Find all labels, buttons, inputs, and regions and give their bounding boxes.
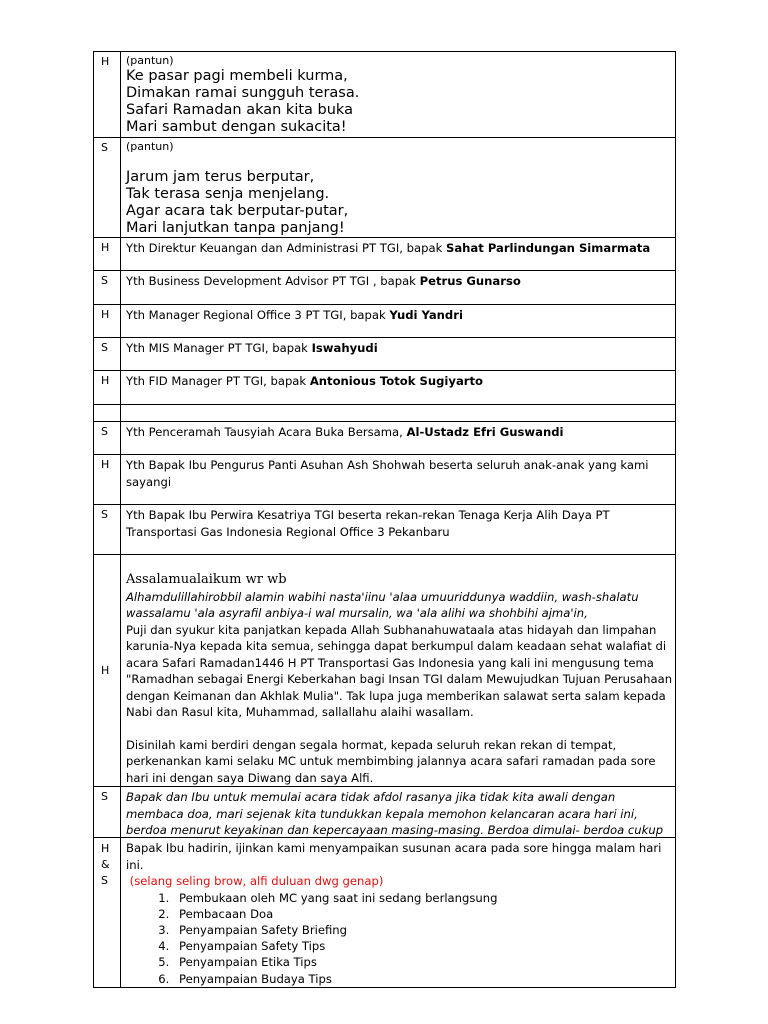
- speaker-cell: H: [94, 371, 121, 405]
- table-row: [94, 305, 676, 338]
- table-row: [94, 555, 676, 787]
- content-cell: Yth Bapak Ibu Pengurus Panti Asuhan Ash Shohwah beserta seluruh anak-anak yang kami sayangi: [121, 455, 676, 505]
- guest-name: Iswahyudi: [311, 341, 378, 355]
- content-cell: [121, 338, 676, 371]
- table-row: [94, 787, 676, 838]
- table-row: [94, 138, 676, 238]
- content-cell: [121, 787, 676, 838]
- table-row: [94, 238, 676, 271]
- guest-name: Al-Ustadz Efri Guswandi: [406, 425, 564, 439]
- table-row: [94, 455, 676, 505]
- list-item: 1. Pembukaan oleh MC yang saat ini sedang berlangsung: [173, 890, 675, 906]
- content-cell: [121, 238, 676, 271]
- agenda-intro: Bapak Ibu hadirin, ijinkan kami menyampaikan susunan acara pada sore hingga malam hari ini.: [126, 841, 662, 872]
- content-cell: [121, 422, 676, 455]
- guest-name: Antonious Totok Sugiyarto: [309, 374, 483, 388]
- speaker-cell: S: [94, 271, 121, 305]
- greeting-prefix: Yth Business Development Advisor PT TGI , bapak: [126, 274, 420, 288]
- table-row: [94, 371, 676, 405]
- content-cell: Yth Bapak Ibu Perwira Kesatriya TGI beserta rekan-rekan Tenaga Kerja Alih Daya PT Transportasi Gas Indonesia Regional Office 3 Pekanbaru: [121, 505, 676, 555]
- table-row: [94, 838, 676, 988]
- guest-name: Petrus Gunarso: [419, 274, 521, 288]
- greeting-prefix: Yth MIS Manager PT TGI, bapak: [126, 341, 312, 355]
- content-cell: [121, 405, 676, 422]
- verse-line: Ke pasar pagi membeli kurma,: [126, 68, 348, 84]
- speaker-label: H: [101, 842, 110, 855]
- table-row: [94, 338, 676, 371]
- speaker-cell: H: [94, 305, 121, 338]
- content-cell: [121, 138, 676, 238]
- verse-line: Jarum jam terus berputar,: [126, 169, 315, 185]
- table-row: [94, 52, 676, 138]
- content-cell: [121, 838, 676, 988]
- speaker-cell: S: [94, 422, 121, 455]
- list-item: 5. Penyampaian Etika Tips: [173, 954, 675, 970]
- greeting-prefix: Yth Penceramah Tausyiah Acara Buka Bersama,: [126, 425, 407, 439]
- opening-greeting: Assalamualaikum wr wb: [126, 572, 287, 587]
- verse-line: Safari Ramadan akan kita buka: [126, 102, 353, 118]
- table-row-empty: [94, 405, 676, 422]
- speaker-label: S: [101, 874, 108, 887]
- content-cell: [121, 305, 676, 338]
- speaker-cell: S: [94, 787, 121, 838]
- speaker-cell: S: [94, 338, 121, 371]
- speaker-label: &: [101, 858, 110, 871]
- pantun-tag: (pantun): [126, 140, 174, 153]
- guest-name: Sahat Parlindungan Simarmata: [445, 241, 651, 255]
- content-cell: [121, 52, 676, 138]
- table-row: [94, 422, 676, 455]
- guest-name: Yudi Yandri: [389, 308, 463, 322]
- agenda-list: [126, 890, 675, 987]
- speaker-cell: S: [94, 138, 121, 238]
- speaker-cell: S: [94, 505, 121, 555]
- list-item: 2. Pembacaan Doa: [173, 906, 675, 922]
- prayer-text: Bapak dan Ibu untuk memulai acara tidak afdol rasanya jika tidak kita awali dengan membaca doa, mari sejenak kita tundukkan kepala memohon kelancaran acara hari ini, berdoa menurut keyakinan dan kepercayaan masing-masing. Berdoa dimulai- berdoa cukup: [126, 790, 664, 837]
- table-row: [94, 505, 676, 555]
- verse-line: Dimakan ramai sungguh terasa.: [126, 85, 360, 101]
- speaker-cell: H: [94, 238, 121, 271]
- opening-paragraph: Puji dan syukur kita panjatkan kepada Allah Subhanahuwataala atas hidayah dan limpahan karunia-Nya kepada kita semua, sehingga dapat berkumpul dalam keadaan sehat walafiat di acara Safari Ramadan1446 H PT Transportasi Gas Indonesia yang kali ini mengusung tema "Ramadhan sebagai Energi Keberkahan bagi Insan TGI dalam Mewujudkan Tujuan Perusahaan dengan Keimanan dan Akhlak Mulia". Tak lupa juga memberikan salawat serta salam kepada Nabi dan Rasul kita, Muhammad, sallallahu alaihi wasallam.: [126, 622, 673, 719]
- verse-line: Agar acara tak berputar-putar,: [126, 203, 349, 219]
- opening-paragraph: Disinilah kami berdiri dengan segala hormat, kepada seluruh rekan rekan di tempat, perkenankan kami selaku MC untuk membimbing jalannya acara safari ramadan pada sore hari ini dengan saya Diwang dan saya Alfi.: [126, 737, 656, 785]
- greeting-prefix: Yth FID Manager PT TGI, bapak: [126, 374, 310, 388]
- greeting-prefix: Yth Direktur Keuangan dan Administrasi PT TGI, bapak: [126, 241, 446, 255]
- opening-prayer: Alhamdulillahirobbil alamin wabihi nasta'iinu 'alaa umuuriddunya waddiin, wash-shalatu wassalamu 'ala asyrafil anbiya-i wal mursalin, wa 'ala alihi wa shohbihi ajma'in,: [126, 589, 639, 620]
- table-row: [94, 271, 676, 305]
- speaker-label: H: [101, 664, 110, 677]
- list-item: 6. Penyampaian Budaya Tips: [173, 971, 675, 987]
- speaker-cell: H: [94, 52, 121, 138]
- list-item: 3. Penyampaian Safety Briefing: [173, 922, 675, 938]
- speaker-cell: [94, 838, 121, 988]
- verse-line: Mari sambut dengan sukacita!: [126, 119, 347, 135]
- agenda-note: (selang seling brow, alfi duluan dwg genap): [126, 874, 384, 888]
- speaker-cell: H: [94, 455, 121, 505]
- content-cell: [121, 271, 676, 305]
- greeting-prefix: Yth Manager Regional Office 3 PT TGI, bapak: [126, 308, 390, 322]
- pantun-tag: (pantun): [126, 54, 174, 67]
- content-cell: [121, 371, 676, 405]
- verse-line: Mari lanjutkan tanpa panjang!: [126, 220, 345, 236]
- verse-line: Tak terasa senja menjelang.: [126, 186, 330, 202]
- speaker-cell: [94, 555, 121, 787]
- speaker-cell: [94, 405, 121, 422]
- content-cell: [121, 555, 676, 787]
- mc-script-table: [93, 51, 676, 988]
- list-item: 4. Penyampaian Safety Tips: [173, 938, 675, 954]
